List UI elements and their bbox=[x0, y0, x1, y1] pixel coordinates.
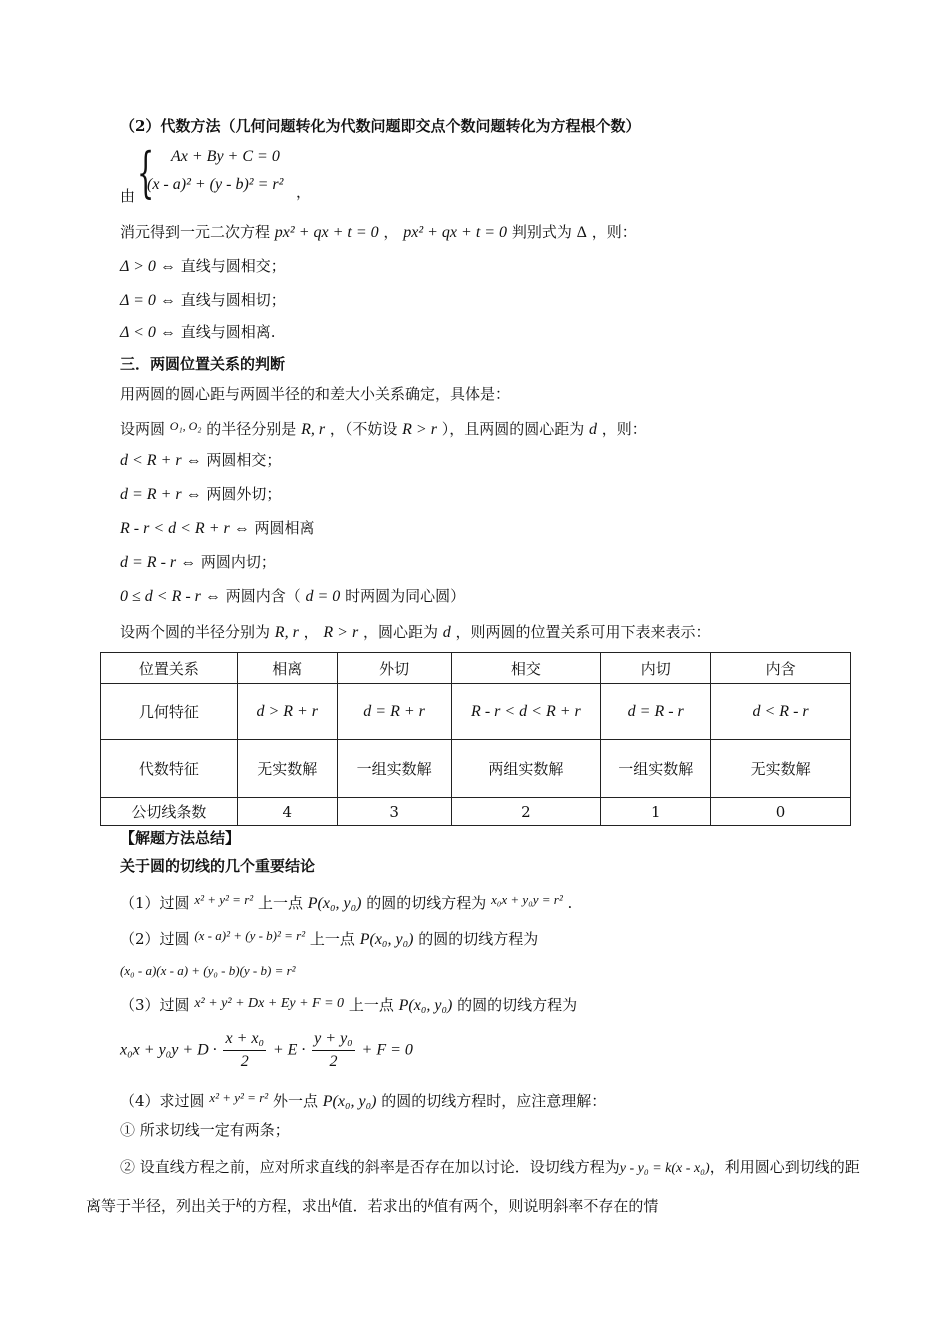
fraction-y: $\frac{\text{y + y₀}}{2}$ bbox=[314, 1030, 353, 1070]
table-intro: 设两个圆的半径分别为 R, r ， R > r ，圆心距为 d ，则两圆的位置关系可用下表来表示： bbox=[120, 623, 711, 641]
fraction-x: $\frac{\text{x + x₀}}{2}$ bbox=[225, 1030, 265, 1070]
system-eq-line: Ax + By + C = 0 bbox=[171, 148, 280, 165]
table-cell: 一组实数解 bbox=[337, 740, 451, 798]
case-separate: R - r < d < R + r ⇔ 两圆相离 bbox=[120, 519, 315, 537]
table-header-cell: 相离 bbox=[237, 653, 337, 684]
system-eq-circle: (x - a)² + (y - b)² = r² bbox=[147, 176, 284, 193]
elimination-line: 消元得到一元二次方程 px² + qx + t = 0 ， px² + qx + t = 0 判别式为 Δ ，则： bbox=[120, 223, 637, 241]
summary-title: 【解题方法总结】 bbox=[120, 829, 241, 847]
tangent-rule-3-equation: x₀x + y₀y + D · $\frac{\text{x + x₀}}{2}$ + E · $\frac{\text{y + y₀}}{2}$ + F = 0 bbox=[120, 1028, 413, 1073]
table-cell: 0 bbox=[711, 798, 851, 826]
table-cell: 无实数解 bbox=[237, 740, 337, 798]
case-contained: 0 ≤ d < R - r ⇔ 两圆内含（ d = 0 时两圆为同心圆） bbox=[120, 587, 466, 605]
note-2: ② 设直线方程之前，应对所求直线的斜率是否存在加以讨论．设切线方程为y - y₀ = k(x - x₀)，利用圆心到切线的距离等于半径，列出关于k的方程，求出k值．若求出的k值有两个，则说明斜率不存在的情 bbox=[86, 1158, 860, 1215]
discriminant-negative: Δ < 0 ⇔ 直线与圆相离. bbox=[120, 323, 276, 341]
section-2-title: （2）代数方法（几何问题转化为代数问题即交点个数问题转化为方程根个数） bbox=[120, 117, 641, 135]
circle-relation-table bbox=[100, 652, 851, 826]
case-external-tangent: d = R + r ⇔ 两圆外切； bbox=[120, 485, 282, 503]
system-comma: ， bbox=[296, 183, 312, 201]
equation-system bbox=[137, 141, 307, 204]
table-cell: R - r < d < R + r bbox=[451, 684, 601, 740]
discriminant-positive: Δ > 0 ⇔ 直线与圆相交； bbox=[120, 257, 286, 275]
table-cell: 4 bbox=[237, 798, 337, 826]
tangent-rule-4: （4）求过圆 x² + y² = r² 外一点 P(x₀, y₀) 的圆的切线方程时，应注意理解： bbox=[120, 1090, 607, 1110]
section-3-intro: 用两圆的圆心距与两圆半径的和差大小关系确定，具体是： bbox=[120, 385, 511, 403]
case-internal-tangent: d = R - r ⇔ 两圆内切； bbox=[120, 553, 276, 571]
table-header-cell: 外切 bbox=[337, 653, 451, 684]
tangent-rule-2-equation: (x₀ - a)(x - a) + (y₀ - b)(y - b) = r² bbox=[120, 963, 296, 978]
note-1: ① 所求切线一定有两条； bbox=[120, 1121, 290, 1139]
table-cell: 两组实数解 bbox=[451, 740, 601, 798]
section-3-title: 三．两圆位置关系的判断 bbox=[120, 355, 286, 373]
table-cell: 一组实数解 bbox=[601, 740, 711, 798]
system-prefix: 由 bbox=[120, 187, 136, 205]
table-row-label: 几何特征 bbox=[101, 684, 238, 740]
case-intersect: d < R + r ⇔ 两圆相交； bbox=[120, 451, 282, 469]
table-cell: 3 bbox=[337, 798, 451, 826]
tangent-title: 关于圆的切线的几个重要结论 bbox=[120, 857, 316, 875]
table-cell: d > R + r bbox=[237, 684, 337, 740]
table-header-row bbox=[101, 653, 851, 684]
table-cell: d = R + r bbox=[337, 684, 451, 740]
tangent-rule-1: （1）过圆 x² + y² = r² 上一点 P(x₀, y₀) 的圆的切线方程为 x₀x + y₀y = r² . bbox=[120, 892, 573, 912]
table-cell: 1 bbox=[601, 798, 711, 826]
table-header-cell: 内含 bbox=[711, 653, 851, 684]
two-circles-setup: 设两圆 $^{O_1, O_2}$ 的半径分别是 R, r ，（不妨设 R > r ），且两圆的圆心距为 d ，则： bbox=[120, 419, 647, 438]
tangent-rule-3: （3）过圆 x² + y² + Dx + Ey + F = 0 上一点 P(x₀, y₀) 的圆的切线方程为 bbox=[120, 996, 578, 1014]
table-header-cell: 位置关系 bbox=[101, 653, 238, 684]
table-header-cell: 相交 bbox=[451, 653, 601, 684]
tangent-rule-2: （2）过圆 (x - a)² + (y - b)² = r² 上一点 P(x₀, y₀) 的圆的切线方程为 bbox=[120, 928, 539, 948]
table-cell: 2 bbox=[451, 798, 601, 826]
table-header-cell: 内切 bbox=[601, 653, 711, 684]
left-brace-icon: { bbox=[137, 141, 155, 204]
table-cell: d = R - r bbox=[601, 684, 711, 740]
table-row-label: 代数特征 bbox=[101, 740, 238, 798]
table-cell: d < R - r bbox=[711, 684, 851, 740]
table-row-algebra bbox=[101, 740, 851, 798]
table-row-tangents bbox=[101, 798, 851, 826]
table-row-label: 公切线条数 bbox=[101, 798, 238, 826]
discriminant-zero: Δ = 0 ⇔ 直线与圆相切； bbox=[120, 291, 286, 309]
table-cell: 无实数解 bbox=[711, 740, 851, 798]
table-row-geometry bbox=[101, 684, 851, 740]
